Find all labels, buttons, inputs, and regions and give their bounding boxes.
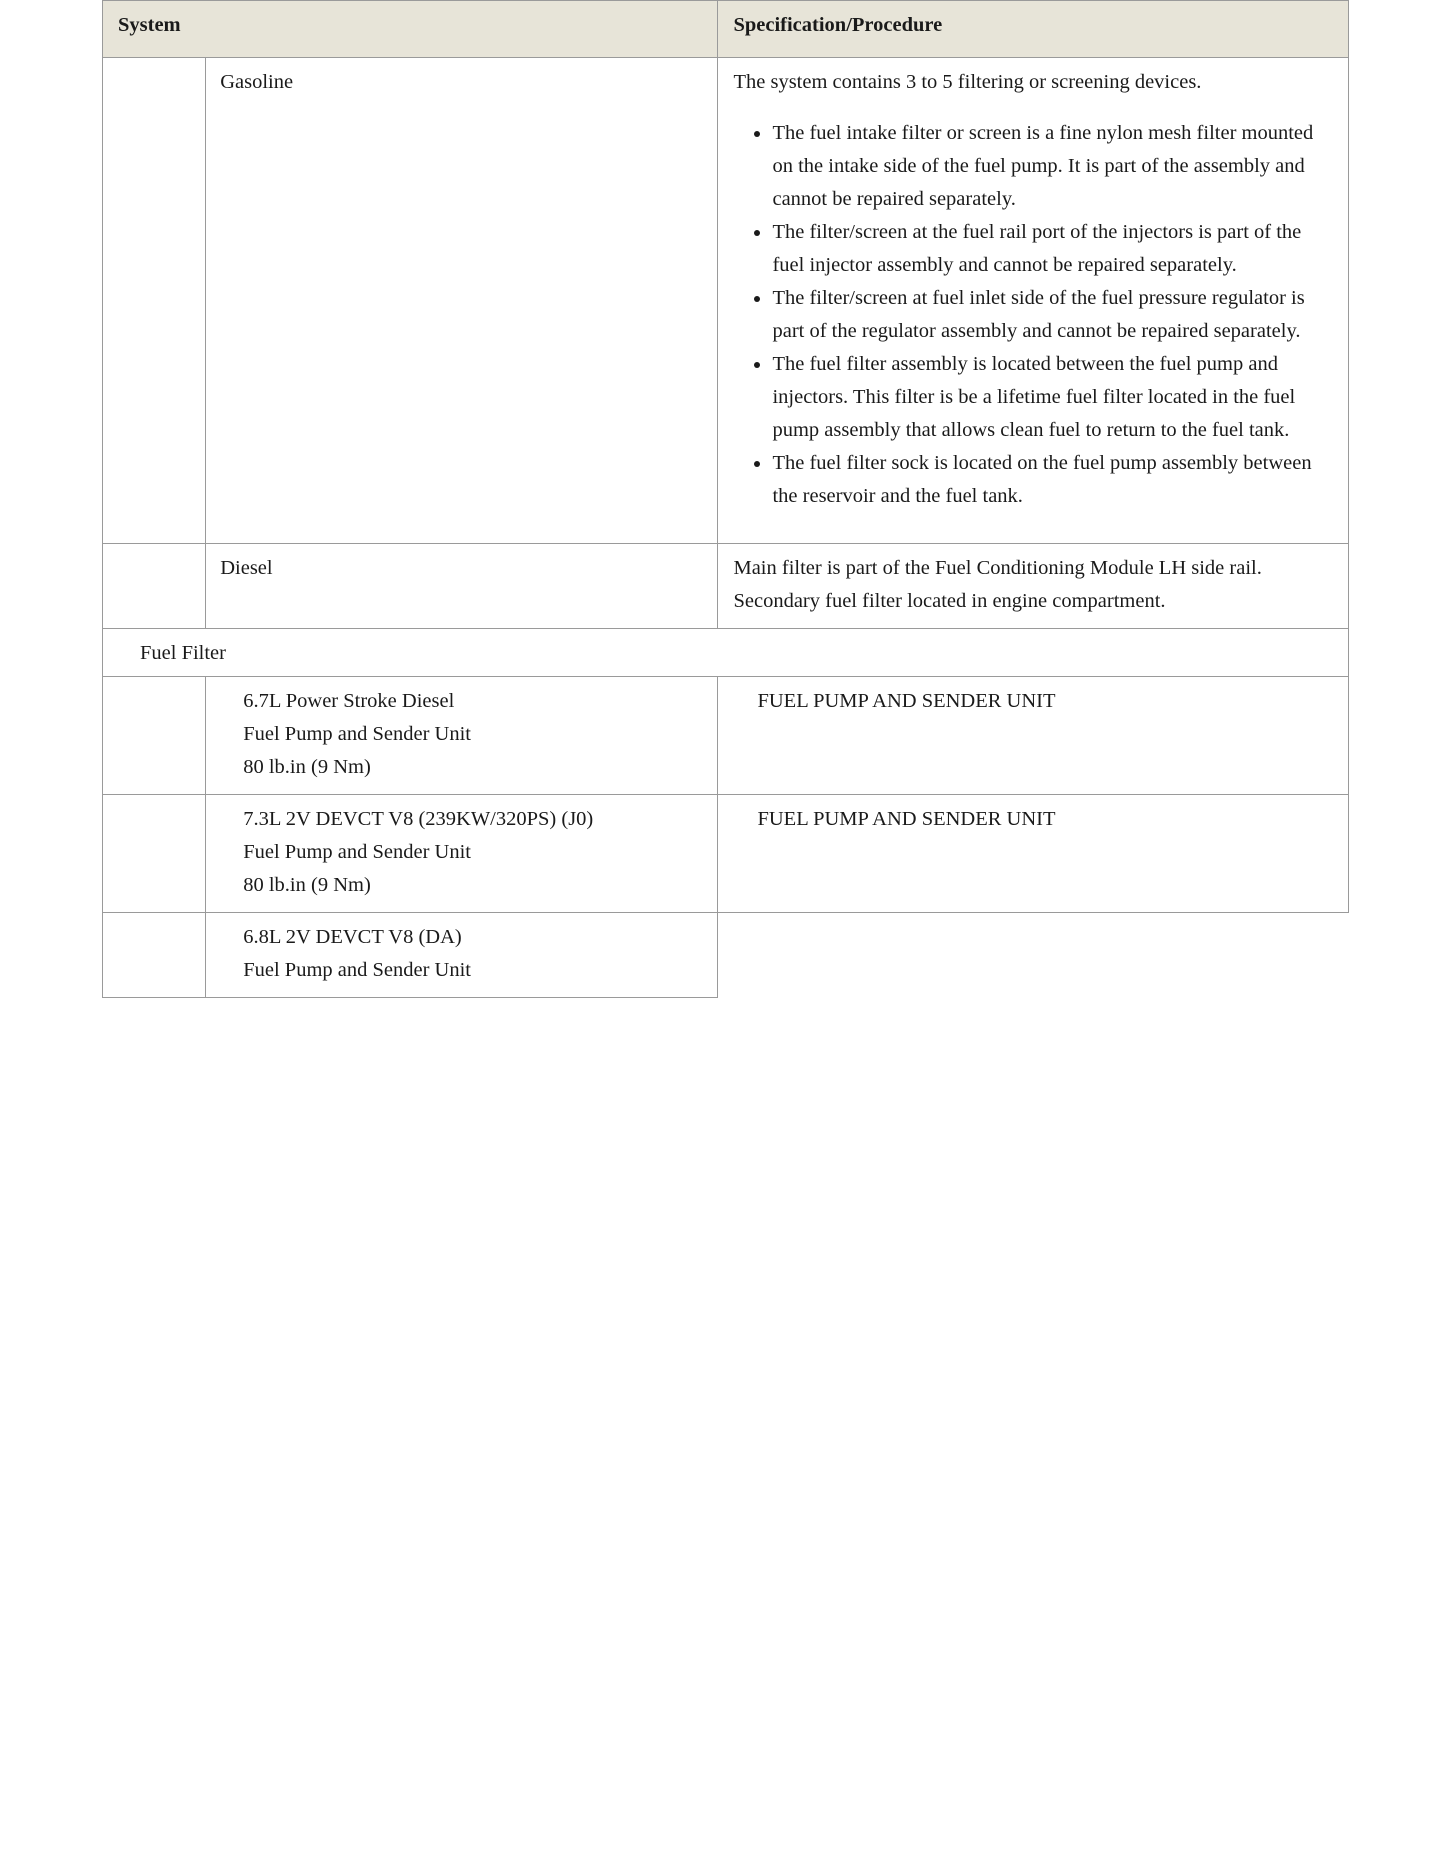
gasoline-spec-cell <box>718 58 1349 544</box>
list-item: • The fuel filter sock is located on the fuel pump assembly between the reservoir and the fuel tank. <box>772 447 1333 513</box>
system-gasoline: Gasoline <box>206 58 718 544</box>
header-spec-procedure: Specification/Procedure <box>718 1 1349 58</box>
table-row <box>103 795 1349 913</box>
torque-spec-cell <box>206 677 718 795</box>
header-system: System <box>103 1 718 58</box>
list-item: • The fuel intake filter or screen is a fine nylon mesh filter mounted on the intake side of the fuel pump. It is part of the assembly and cannot be repaired separately. <box>772 117 1333 216</box>
empty-cell <box>718 913 1349 998</box>
diesel-line-2: Secondary fuel filter located in engine compartment. <box>733 590 1166 612</box>
diesel-line-1: Main filter is part of the Fuel Conditioning Module LH side rail. <box>733 557 1262 579</box>
torque-value: 80 lb.in (9 Nm) <box>243 874 371 896</box>
gasoline-bullet-list <box>733 117 1333 533</box>
row-spacer-cell <box>103 913 206 998</box>
diesel-spec-cell <box>718 544 1349 629</box>
system-diesel: Diesel <box>206 544 718 629</box>
component-label: Fuel Pump and Sender Unit <box>243 959 471 981</box>
procedure-cell <box>718 795 1349 913</box>
procedure-cell <box>718 677 1349 795</box>
table-row <box>103 677 1349 795</box>
table-row <box>103 913 1349 998</box>
component-label: Fuel Pump and Sender Unit <box>243 723 471 745</box>
component-label: Fuel Pump and Sender Unit <box>243 841 471 863</box>
row-spacer-cell <box>103 795 206 913</box>
row-spacer-cell <box>103 677 206 795</box>
list-item: • The fuel filter assembly is located between the fuel pump and injectors. This filter is be a lifetime fuel filter located in the fuel pump assembly that allows clean fuel to return to the fuel tank. <box>772 348 1333 447</box>
table-header-row <box>103 1 1349 58</box>
torque-spec-cell <box>206 795 718 913</box>
torque-value: 80 lb.in (9 Nm) <box>243 756 371 778</box>
table-row-gasoline <box>103 58 1349 544</box>
procedure-link[interactable]: FUEL PUMP AND SENDER UNIT <box>757 690 1056 712</box>
row-spacer-cell <box>103 58 206 544</box>
row-spacer-cell <box>103 544 206 629</box>
gasoline-intro: The system contains 3 to 5 filtering or screening devices. <box>733 71 1202 93</box>
procedure-link[interactable]: FUEL PUMP AND SENDER UNIT <box>757 808 1056 830</box>
engine-label: 6.8L 2V DEVCT V8 (DA) <box>243 926 462 948</box>
list-item: • The filter/screen at fuel inlet side of the fuel pressure regulator is part of the regulator assembly and cannot be repaired separately. <box>772 282 1333 348</box>
torque-spec-cell <box>206 913 718 998</box>
engine-label: 7.3L 2V DEVCT V8 (239KW/320PS) (J0) <box>243 808 594 830</box>
table-row-fuel-filter-section <box>103 629 1349 677</box>
specification-table <box>102 0 1349 998</box>
engine-label: 6.7L Power Stroke Diesel <box>243 690 455 712</box>
table-row-diesel <box>103 544 1349 629</box>
section-fuel-filter: Fuel Filter <box>103 629 1349 677</box>
list-item: • The filter/screen at the fuel rail port of the injectors is part of the fuel injector assembly and cannot be repaired separately. <box>772 216 1333 282</box>
